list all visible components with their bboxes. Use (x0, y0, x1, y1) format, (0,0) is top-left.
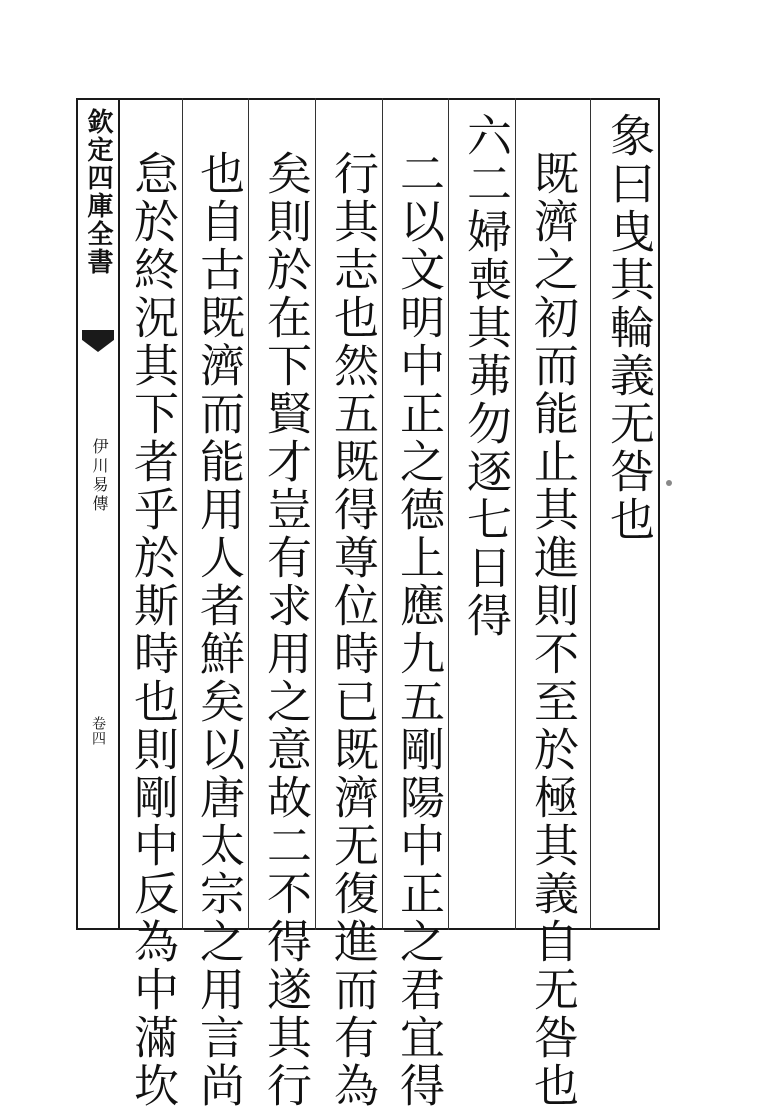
column-rule (515, 98, 516, 930)
column-rule (448, 98, 449, 930)
column-rule (248, 98, 249, 930)
text-column: 象曰曳其輪義无咎也 (602, 112, 655, 544)
text-column: 也自古既濟而能用人者鮮矣以唐太宗之用言尚 (192, 150, 245, 1110)
column-rule (590, 98, 591, 930)
book-title: 伊川易傳 (90, 438, 109, 514)
column-rule (182, 98, 183, 930)
text-column: 怠於終況其下者乎於斯時也則剛中反為中滿坎 (126, 150, 179, 1110)
page-number: 卷四 (90, 716, 106, 746)
column-rule (382, 98, 383, 930)
text-column: 六二婦喪其茀勿逐七日得 (459, 112, 512, 640)
collection-title: 欽定四庫全書 (83, 108, 113, 276)
text-column: 二以文明中正之德上應九五剛陽中正之君宜得 (392, 150, 445, 1110)
column-rule (315, 98, 316, 930)
paper-speck (666, 480, 672, 486)
text-column: 矣則於在下賢才豈有求用之意故二不得遂其行 (259, 150, 312, 1110)
text-column: 既濟之初而能止其進則不至於極其義自无咎也 (526, 150, 579, 1110)
text-column: 行其志也然五既得尊位時已既濟无復進而有為 (326, 150, 379, 1110)
